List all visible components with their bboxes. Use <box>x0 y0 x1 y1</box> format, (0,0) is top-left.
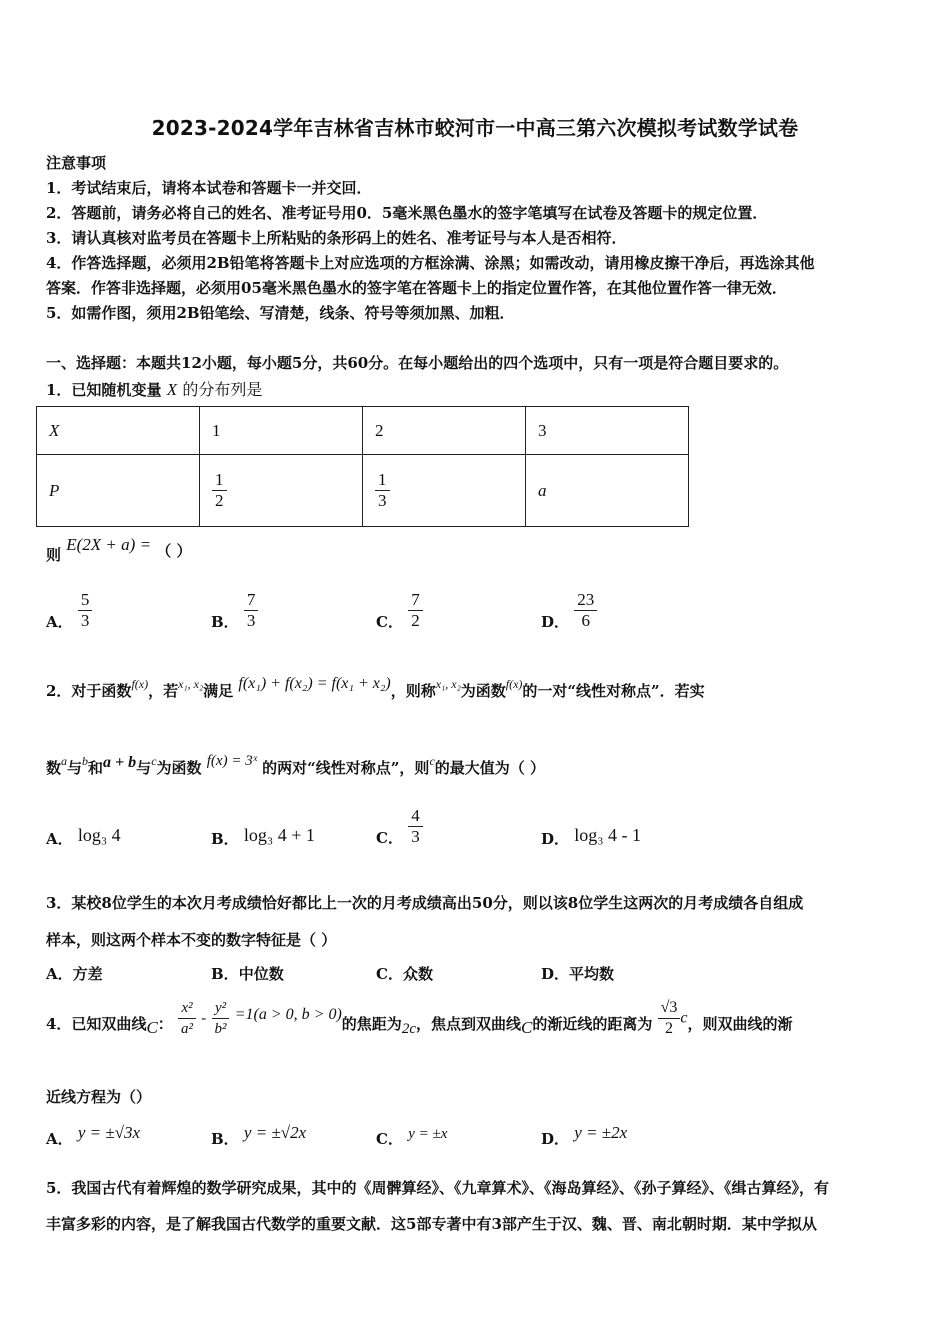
q2-option-a[interactable]: A． log₃ 4 <box>46 825 121 848</box>
q3-option-a[interactable]: A．方差 <box>46 965 103 983</box>
q4-option-c[interactable]: C． y = ±x <box>376 1126 448 1148</box>
table-cell: a <box>526 455 689 527</box>
table-cell: P <box>37 455 200 527</box>
q4-line-2: 近线方程为（） <box>46 1088 152 1106</box>
table-cell: 2 <box>363 407 526 455</box>
q2-option-c[interactable]: C． $\frac{4}{3}$ <box>376 806 423 847</box>
table-cell: X <box>37 407 200 455</box>
table-cell: $\frac{1}{3}$ <box>363 455 526 527</box>
q3-option-c[interactable]: C．众数 <box>376 965 433 983</box>
notice-item-5: 5．如需作图，须用2B铅笔绘、写清楚，线条、符号等须加黑、加粗． <box>46 304 515 322</box>
table-cell: 1 <box>200 407 363 455</box>
q2-line-2: 数$^a$与$^b$和a + b与$^c$为函数 f(x) = 3ˣ 的两对“线性对称点”，则$^c$的最大值为（ ） <box>46 753 545 777</box>
q2-option-b[interactable]: B． log₃ 4 + 1 <box>211 825 315 848</box>
distribution-table <box>36 406 689 527</box>
q4-option-a[interactable]: A． y = ±√3x <box>46 1123 141 1148</box>
notice-heading: 注意事项 <box>46 154 107 172</box>
table-cell: 3 <box>526 407 689 455</box>
section-heading: 一、选择题：本题共12小题，每小题5分，共60分。在每小题给出的四个选项中，只有一项是符合题目要求的。 <box>46 354 789 372</box>
q3-option-d[interactable]: D．平均数 <box>541 965 615 983</box>
q2-option-d[interactable]: D． log₃ 4 - 1 <box>541 825 642 848</box>
q1-option-a[interactable]: A． $\frac{5}{3}$ <box>46 590 92 631</box>
page-title: 2023-2024学年吉林省吉林市蛟河市一中高三第六次模拟考试数学试卷 <box>151 116 799 140</box>
q4-option-b[interactable]: B． y = ±√2x <box>211 1123 307 1148</box>
q3-option-b[interactable]: B．中位数 <box>211 965 284 983</box>
table-cell: $\frac{1}{2}$ <box>200 455 363 527</box>
q2-line-1: 2．对于函数$^{f(x)}$，若$^{x_1, x_2}$满足 f(x₁) + f(x₂) = f(x₁ + x₂)，则称$^{x_1, x_2}$为函数$^{f(x)}$的一对“线性对称点”．若实 <box>46 675 705 700</box>
notice-item-2: 2．答题前，请务必将自己的姓名、准考证号用0．5毫米黑色墨水的签字笔填写在试卷及答题卡的规定位置． <box>46 204 768 222</box>
notice-item-1: 1．考试结束后，请将本试卷和答题卡一并交回． <box>46 179 372 197</box>
notice-item-3: 3．请认真核对监考员在答题卡上所粘贴的条形码上的姓名、准考证号与本人是否相符． <box>46 229 627 247</box>
q1-option-d[interactable]: D． $\frac{23}{6}$ <box>541 590 597 631</box>
q3-line-2: 样本，则这两个样本不变的数字特征是（ ） <box>46 931 337 949</box>
q1-option-b[interactable]: B． $\frac{7}{3}$ <box>211 590 258 631</box>
notice-item-4-cont: 答案．作答非选择题，必须用05毫米黑色墨水的签字笔在答题卡上的指定位置作答，在其他位置作答一律无效． <box>46 279 787 297</box>
notice-item-4: 4．作答选择题，必须用2B铅笔将答题卡上对应选项的方框涂满、涂黑；如需改动，请用橡皮擦干净后，再选涂其他 <box>46 254 815 272</box>
q5-line-2: 丰富多彩的内容，是了解我国古代数学的重要文献．这5部专著中有3部产生于汉、魏、晋、南北朝时期．某中学拟从 <box>46 1215 817 1233</box>
q5-line-1: 5．我国古代有着辉煌的数学研究成果，其中的《周髀算经》、《九章算术》、《海岛算经》、《孙子算经》、《缉古算经》，有 <box>46 1179 829 1197</box>
q3-line-1: 3．某校8位学生的本次月考成绩恰好都比上一次的月考成绩高出50分，则以该8位学生这两次的月考成绩各自组成 <box>46 894 804 912</box>
q1-stem: 1．已知随机变量 X 的分布列是 <box>46 380 263 399</box>
q4-option-d[interactable]: D． y = ±2x <box>541 1123 628 1148</box>
q1-question: 则 E(2X + a) = （ ） <box>46 535 192 564</box>
q1-option-c[interactable]: C． $\frac{7}{2}$ <box>376 590 423 631</box>
q4-line-1: 4．已知双曲线C： $\frac{\text{x²}}{\text{a²}}$ - $\frac{\text{y²}}{\text{b²}}$ =1(a > 0, b > 0)的焦距为2c，焦点到双曲线C的渐近线的距离为 $\frac{√3}{2}$ c，则双曲线的渐 <box>46 999 793 1037</box>
